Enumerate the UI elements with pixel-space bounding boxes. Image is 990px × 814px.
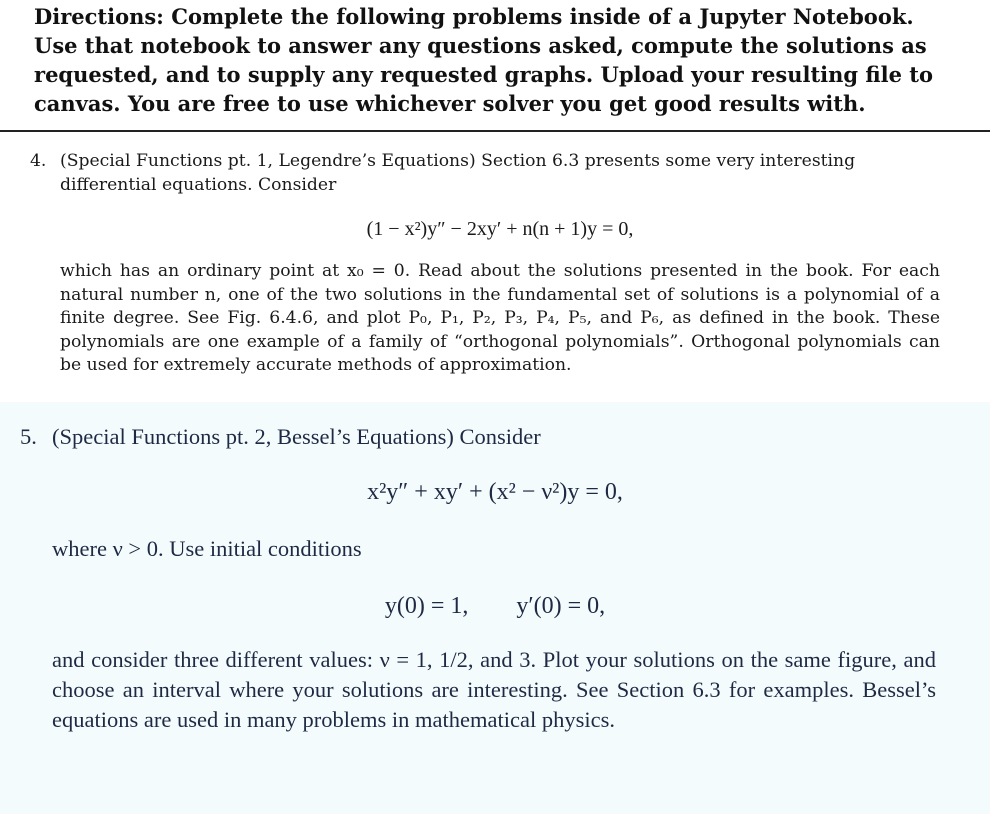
- directions-text: Directions: Complete the following problems inside of a Jupyter Notebook. Use that notebook to answer any questions asked, compute the solutions as requested, and to supply any requested graphs. Upload your resulting file to canvas. You are free to use whichever solver you get good results with.: [34, 4, 934, 116]
- problem-4-intro: (Special Functions pt. 1, Legendre’s Equations) Section 6.3 presents some very interesting differential equations. Consider: [60, 151, 856, 195]
- problem-4-number: 4.: [30, 151, 47, 171]
- section-divider: [0, 130, 990, 132]
- problem-5: [0, 402, 990, 814]
- initial-conditions: y(0) = 1, y′(0) = 0,: [384, 593, 606, 619]
- legendre-equation: (1 − x²)y″ − 2xy′ + n(n + 1)y = 0,: [366, 218, 634, 240]
- problem-5-number: 5.: [20, 424, 37, 449]
- problem-5-where: where ν > 0. Use initial conditions: [52, 536, 362, 561]
- problem-5-body: and consider three different values: ν = 1, 1/2, and 3. Plot your solutions on the same figure, and choose an interval where your solutions are interesting. See Section 6.3 for examples. Bessel’s equations are used in many problems in mathematical physics.: [52, 647, 936, 732]
- problem-5-intro: (Special Functions pt. 2, Bessel’s Equations) Consider: [52, 424, 541, 449]
- bessel-equation: x²y″ + xy′ + (x² − ν²)y = 0,: [367, 479, 623, 505]
- problem-4-body: which has an ordinary point at x₀ = 0. Read about the solutions presented in the book. For each natural number n, one of the two solutions in the fundamental set of solutions is a polynomial of a finite degree. See Fig. 6.4.6, and plot P₀, P₁, P₂, P₃, P₄, P₅, and P₆, as defined in the book. These polynomials are one example of a family of “orthogonal polynomials”. Orthogonal polynomials can be used for extremely accurate methods of approximation.: [60, 261, 940, 375]
